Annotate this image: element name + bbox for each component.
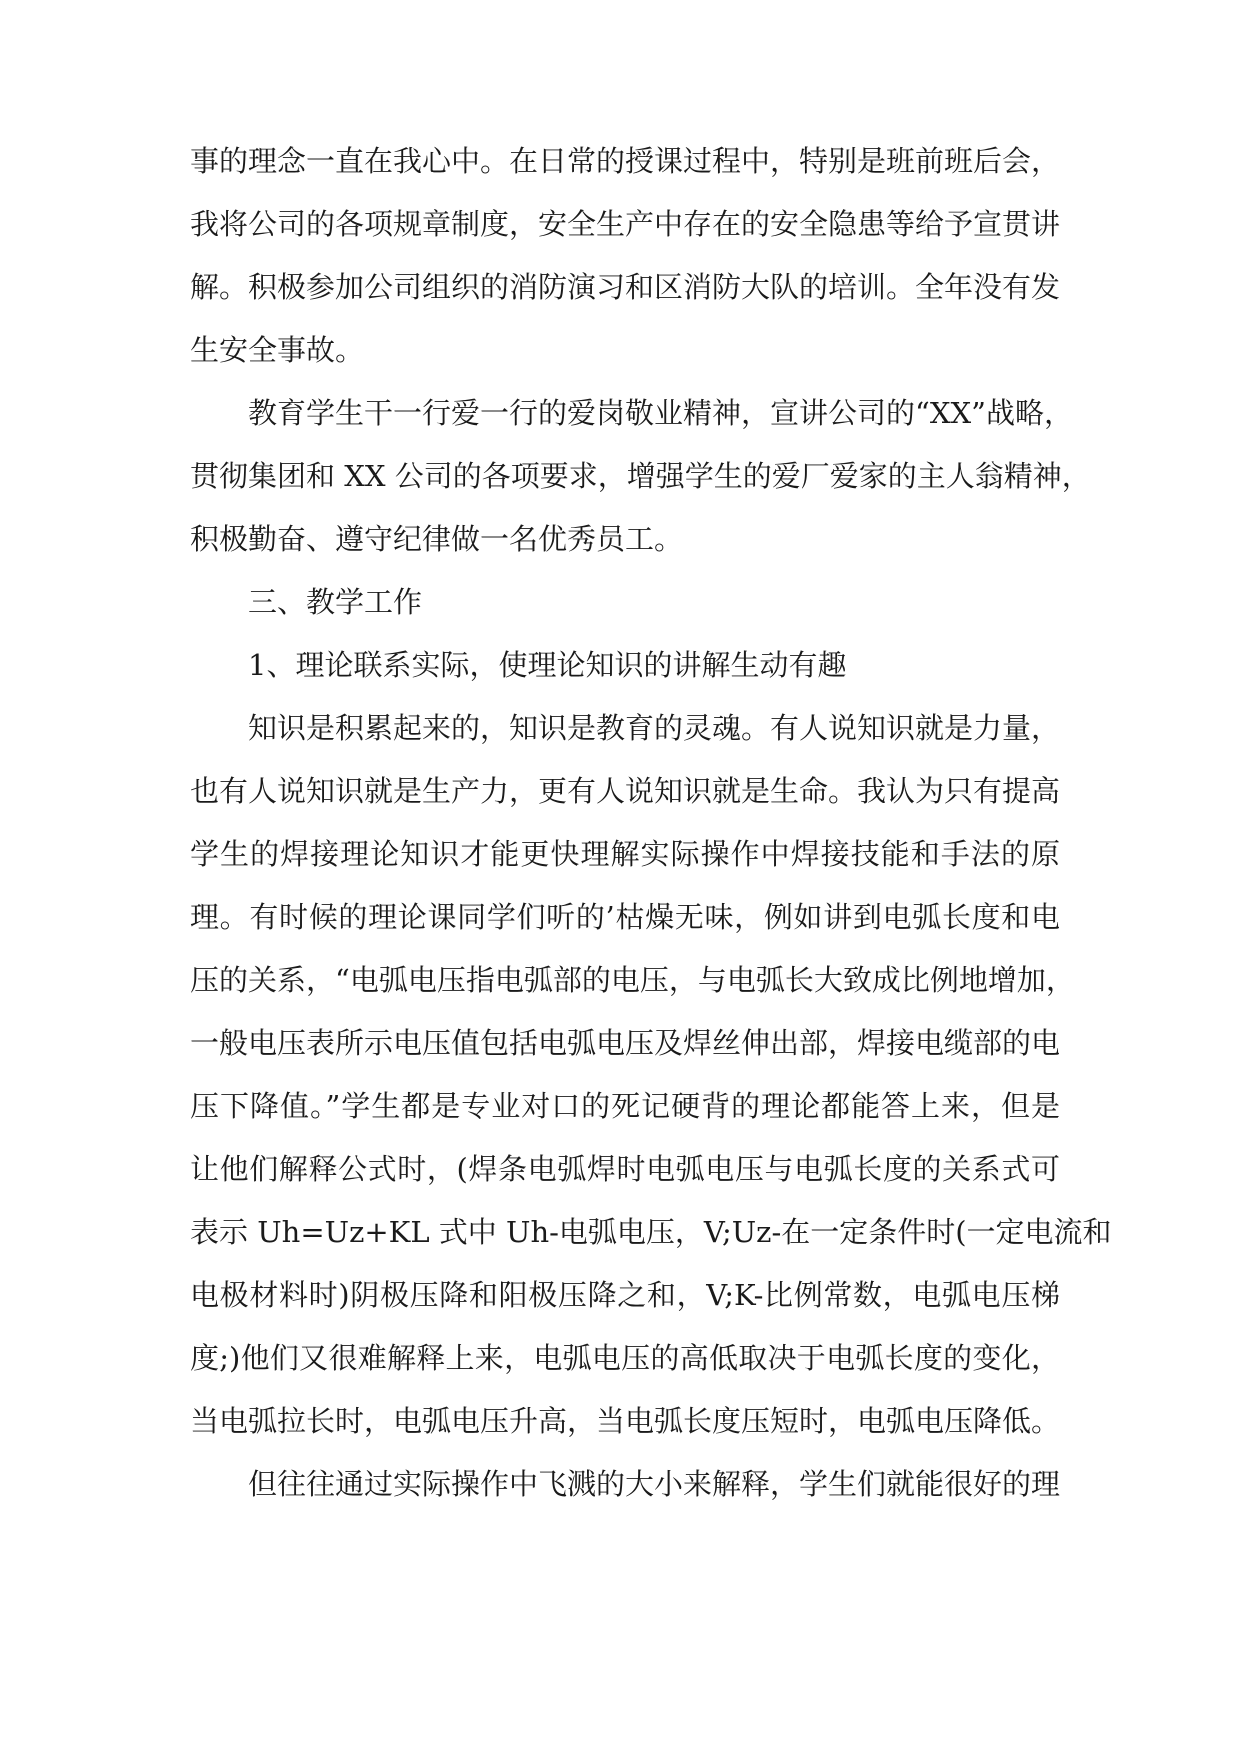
text-line: 表示 Uh=Uz+KL 式中 Uh-电弧电压，V;Uz-在一定条件时(一定电流和 [190, 1215, 1112, 1249]
text-line: 贯彻集团和 XX 公司的各项要求，增强学生的爱厂爱家的主人翁精神， [190, 459, 1091, 493]
text-line: 压下降值。”学生都是专业对口的死记硬背的理论都能答上来，但是 [190, 1089, 1060, 1123]
text-line: 解。积极参加公司组织的消防演习和区消防大队的培训。全年没有发 [190, 270, 1061, 304]
subsection-heading: 1、理论联系实际，使理论知识的讲解生动有趣 [248, 648, 847, 682]
text-line: 积极勤奋、遵守纪律做一名优秀员工。 [190, 522, 684, 556]
paragraph-first-line: 教育学生干一行爱一行的爱岗敬业精神，宣讲公司的“XX”战略， [248, 396, 1073, 430]
text-line: 生安全事故。 [190, 333, 365, 367]
text-line: 度;)他们又很难解释上来，电弧电压的高低取决于电弧长度的变化， [190, 1341, 1060, 1375]
text-line: 事的理念一直在我心中。在日常的授课过程中，特别是班前班后会， [190, 144, 1061, 178]
text-line: 我将公司的各项规章制度，安全生产中存在的安全隐患等给予宣贯讲 [190, 207, 1061, 241]
document-page [190, 130, 1112, 1516]
text-line: 理。有时候的理论课同学们听的’枯燥无味，例如讲到电弧长度和电 [190, 900, 1060, 934]
text-line: 学生的焊接理论知识才能更快理解实际操作中焊接技能和手法的原 [190, 837, 1060, 871]
paragraph-first-line: 但往往通过实际操作中飞溅的大小来解释，学生们就能很好的理 [248, 1467, 1061, 1501]
section-heading: 三、教学工作 [248, 585, 423, 619]
text-line: 电极材料时)阴极压降和阳极压降之和，V;K-比例常数，电弧电压梯 [190, 1278, 1060, 1312]
text-line: 当电弧拉长时，电弧电压升高，当电弧长度压短时，电弧电压降低。 [190, 1404, 1061, 1438]
paragraph-first-line: 知识是积累起来的，知识是教育的灵魂。有人说知识就是力量， [248, 711, 1061, 745]
text-line: 也有人说知识就是生产力，更有人说知识就是生命。我认为只有提高 [190, 774, 1061, 808]
text-line: 压的关系，“电弧电压指电弧部的电压，与电弧长大致成比例地增加， [190, 963, 1075, 997]
text-line: 让他们解释公式时，(焊条电弧焊时电弧电压与电弧长度的关系式可 [190, 1152, 1060, 1186]
text-line: 一般电压表所示电压值包括电弧电压及焊丝伸出部，焊接电缆部的电 [190, 1026, 1061, 1060]
